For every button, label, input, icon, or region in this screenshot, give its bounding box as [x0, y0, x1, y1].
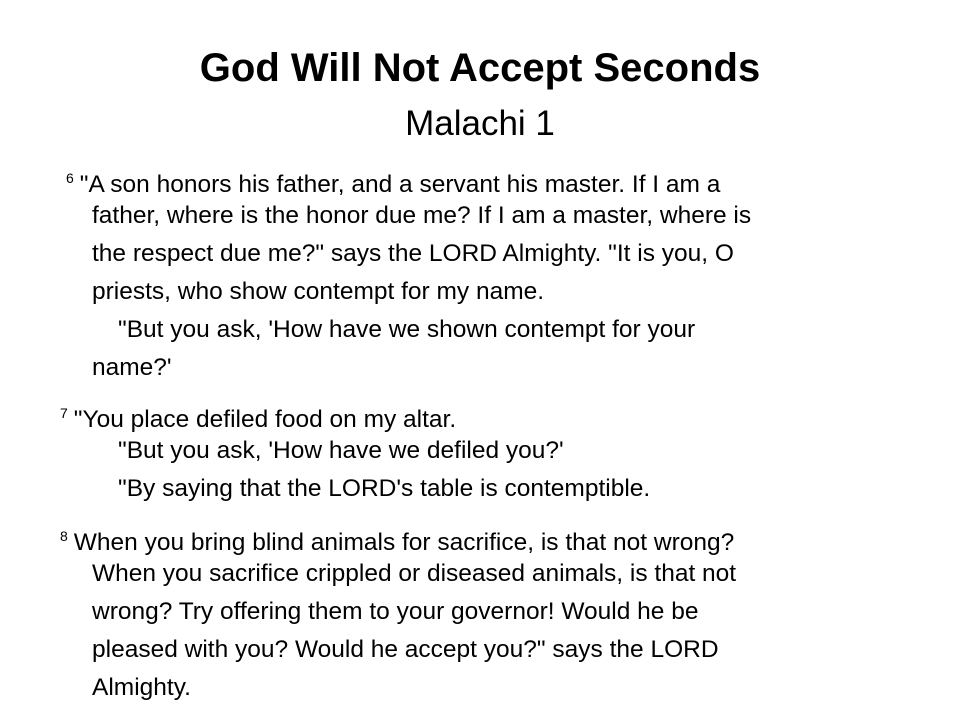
verse-text: "A son honors his father, and a servant his master. If I am a [79, 171, 721, 198]
verse-7-line-2: "But you ask, 'How have we defiled you?' [118, 437, 564, 464]
verse-number: 6 [66, 170, 74, 186]
verse-text: "You place defiled food on my altar. [73, 406, 457, 433]
verse-7-line-3: "By saying that the LORD's table is contemptible. [118, 475, 651, 502]
verse-text: When you bring blind animals for sacrifice, is that not wrong? [73, 529, 735, 556]
verse-8-line-5: Almighty. [92, 674, 191, 701]
verse-7-line-1 [60, 394, 456, 432]
verse-6-line-4: priests, who show contempt for my name. [92, 278, 545, 305]
verse-6-line-1 [66, 159, 720, 197]
verse-6-line-2: father, where is the honor due me? If I am a master, where is [92, 202, 752, 229]
verse-6-line-3: the respect due me?" says the LORD Almighty. "It is you, O [92, 240, 734, 267]
verse-8-line-1 [60, 517, 734, 555]
verse-number: 7 [60, 405, 68, 421]
verse-8-line-4: pleased with you? Would he accept you?" says the LORD [92, 636, 719, 663]
verse-8-line-3: wrong? Try offering them to your governor! Would he be [92, 598, 699, 625]
verse-6-line-5: "But you ask, 'How have we shown contempt for your [118, 316, 696, 343]
verse-6-line-6: name?' [92, 354, 172, 381]
verse-number: 8 [60, 528, 68, 544]
verse-8-line-2: When you sacrifice crippled or diseased animals, is that not [92, 560, 737, 587]
slide-title: God Will Not Accept Seconds [199, 46, 761, 90]
slide-subtitle: Malachi 1 [405, 104, 555, 143]
